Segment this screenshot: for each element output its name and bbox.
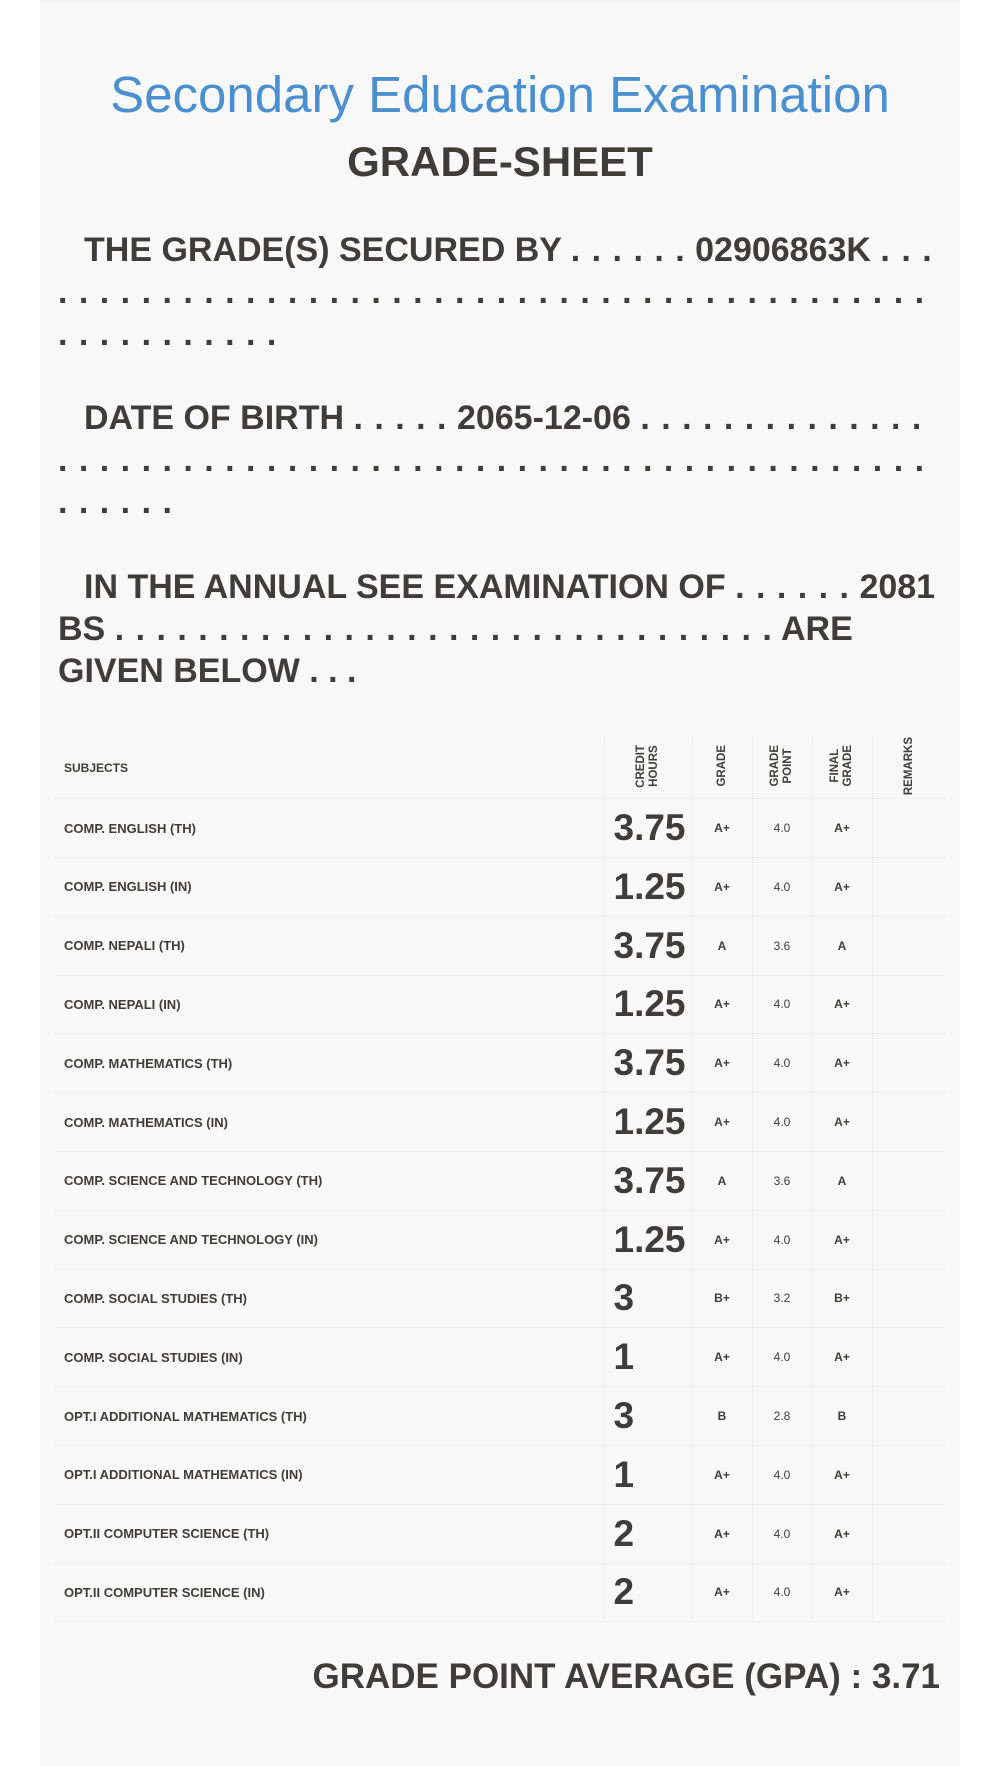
final-grade-cell: A+ [812, 1093, 872, 1152]
gpa-label: GRADE POINT AVERAGE (GPA) : [312, 1657, 863, 1696]
final-grade-cell: A+ [812, 799, 872, 858]
secured-by-statement [58, 229, 942, 355]
header-final-grade [812, 737, 872, 799]
dot-leader: . . . . . . . . . . . . . . . . . . . . . . . . . . . . . . . . . . . . . . . . . . . . . . . . . . . . . . . . [58, 231, 933, 353]
remarks-cell [872, 1210, 946, 1269]
remarks-cell [872, 1034, 946, 1093]
gpa-value: 3.71 [871, 1657, 940, 1696]
grade-point-cell: 3.6 [752, 916, 812, 975]
grade-point-cell: 4.0 [752, 1563, 812, 1622]
subject-cell: COMP. MATHEMATICS (IN) [54, 1093, 604, 1152]
header-remarks-label: REMARKS [902, 737, 915, 796]
date-of-birth-statement [58, 397, 942, 523]
grade-cell: A+ [692, 975, 752, 1034]
table-row [54, 1210, 946, 1269]
remarks-cell [872, 1328, 946, 1387]
header-remarks [872, 737, 946, 799]
grade-point-cell: 4.0 [752, 1504, 812, 1563]
grade-point-cell: 4.0 [752, 1445, 812, 1504]
grade-cell: A+ [692, 1210, 752, 1269]
credit-hours-cell: 1.25 [604, 1093, 692, 1152]
header-grade-point [752, 737, 812, 799]
grade-point-cell: 2.8 [752, 1387, 812, 1446]
credit-hours-cell: 3.75 [604, 916, 692, 975]
grade-cell: A+ [692, 799, 752, 858]
subject-cell: COMP. NEPALI (IN) [54, 975, 604, 1034]
grade-cell: A+ [692, 1445, 752, 1504]
subject-cell: COMP. SCIENCE AND TECHNOLOGY (IN) [54, 1210, 604, 1269]
remarks-cell [872, 1504, 946, 1563]
subject-cell: COMP. MATHEMATICS (TH) [54, 1034, 604, 1093]
dot-leader: . . . . . . . . . . . . . . . . . . . . . . . . . . . . . . . . [114, 610, 773, 648]
final-grade-cell: A+ [812, 1034, 872, 1093]
remarks-cell [872, 799, 946, 858]
exam-statement [58, 566, 942, 692]
remarks-cell [872, 1093, 946, 1152]
grade-cell: A+ [692, 1093, 752, 1152]
exam-title: Secondary Education Examination [110, 66, 890, 123]
remarks-cell [872, 857, 946, 916]
grade-point-cell: 3.2 [752, 1269, 812, 1328]
credit-hours-cell: 3.75 [604, 1034, 692, 1093]
grade-point-cell: 4.0 [752, 1210, 812, 1269]
final-grade-cell: A+ [812, 1328, 872, 1387]
table-row [54, 857, 946, 916]
credit-hours-cell: 3 [604, 1387, 692, 1446]
table-row [54, 1445, 946, 1504]
credit-hours-cell: 3.75 [604, 1151, 692, 1210]
secured-by-label: THE GRADE(S) SECURED BY [84, 231, 562, 269]
grade-cell: A+ [692, 1034, 752, 1093]
subject-cell: OPT.I ADDITIONAL MATHEMATICS (IN) [54, 1445, 604, 1504]
symbol-number: 02906863K [695, 231, 871, 269]
subject-cell: COMP. ENGLISH (TH) [54, 799, 604, 858]
final-grade-cell: B+ [812, 1269, 872, 1328]
table-row [54, 916, 946, 975]
credit-hours-cell: 1.25 [604, 975, 692, 1034]
grade-cell: A [692, 916, 752, 975]
dot-leader: . . . . . . . . . . . . . . . . . . . . . . . . . . . . . . . . . . . . . . . . . . . . . . . . . . . . . . . . . . . . . . [58, 399, 926, 521]
remarks-cell [872, 1445, 946, 1504]
credit-hours-cell: 1.25 [604, 857, 692, 916]
subject-cell: OPT.I ADDITIONAL MATHEMATICS (TH) [54, 1387, 604, 1446]
dot-leader: . . . . . [353, 399, 448, 437]
grade-cell: B [692, 1387, 752, 1446]
grade-cell: A+ [692, 1328, 752, 1387]
table-row [54, 1387, 946, 1446]
table-row [54, 799, 946, 858]
credit-hours-cell: 2 [604, 1563, 692, 1622]
grade-point-cell: 4.0 [752, 799, 812, 858]
grade-cell: A+ [692, 1563, 752, 1622]
final-grade-cell: A+ [812, 1210, 872, 1269]
gpa-summary [312, 1657, 940, 1697]
subject-cell: COMP. SOCIAL STUDIES (TH) [54, 1269, 604, 1328]
final-grade-cell: A [812, 1151, 872, 1210]
grades-table-body [54, 799, 946, 1622]
final-grade-cell: A+ [812, 857, 872, 916]
subject-cell: COMP. SOCIAL STUDIES (IN) [54, 1328, 604, 1387]
sheet-title: GRADE-SHEET [347, 138, 653, 185]
credit-hours-cell: 1 [604, 1328, 692, 1387]
credit-hours-cell: 1.25 [604, 1210, 692, 1269]
header-credit-hours [604, 737, 692, 799]
table-row [54, 1328, 946, 1387]
table-header-row [54, 737, 946, 799]
grade-point-cell: 3.6 [752, 1151, 812, 1210]
subject-cell: COMP. ENGLISH (IN) [54, 857, 604, 916]
remarks-cell [872, 1387, 946, 1446]
dob-label: DATE OF BIRTH [84, 399, 345, 437]
grade-point-cell: 4.0 [752, 1034, 812, 1093]
table-row [54, 1504, 946, 1563]
header-final-grade-label: FINAL GRADE [829, 745, 854, 787]
table-row [54, 1093, 946, 1152]
final-grade-cell: A+ [812, 975, 872, 1034]
dot-leader: . . . . . . [570, 231, 686, 269]
grade-cell: B+ [692, 1269, 752, 1328]
grade-point-cell: 4.0 [752, 1093, 812, 1152]
grade-cell: A+ [692, 1504, 752, 1563]
dob-value: 2065-12-06 [456, 399, 631, 437]
remarks-cell [872, 975, 946, 1034]
table-row [54, 1269, 946, 1328]
grades-table [54, 737, 946, 1622]
final-grade-cell: A+ [812, 1563, 872, 1622]
subject-cell: COMP. NEPALI (TH) [54, 916, 604, 975]
credit-hours-cell: 2 [604, 1504, 692, 1563]
subject-cell: OPT.II COMPUTER SCIENCE (IN) [54, 1563, 604, 1622]
final-grade-cell: A [812, 916, 872, 975]
header-grade [692, 737, 752, 799]
final-grade-cell: B [812, 1387, 872, 1446]
subject-cell: OPT.II COMPUTER SCIENCE (TH) [54, 1504, 604, 1563]
exam-label: IN THE ANNUAL SEE EXAMINATION OF [84, 568, 726, 606]
header-credit-hours-label: CREDIT HOURS [635, 744, 660, 788]
exam-tail: ARE GIVEN BELOW . . . [58, 610, 853, 690]
grade-sheet [40, 0, 960, 1766]
credit-hours-cell: 3.75 [604, 799, 692, 858]
grade-point-cell: 4.0 [752, 975, 812, 1034]
credit-hours-cell: 1 [604, 1445, 692, 1504]
dot-leader: . . . . . . [735, 568, 850, 606]
subject-cell: COMP. SCIENCE AND TECHNOLOGY (TH) [54, 1151, 604, 1210]
header-grade-point-label: GRADE POINT [769, 745, 794, 787]
grade-cell: A+ [692, 857, 752, 916]
table-row [54, 975, 946, 1034]
remarks-cell [872, 1269, 946, 1328]
final-grade-cell: A+ [812, 1445, 872, 1504]
table-row [54, 1563, 946, 1622]
header-grade-label: GRADE [715, 745, 728, 787]
exam-year: 2081 BS [58, 568, 936, 648]
credit-hours-cell: 3 [604, 1269, 692, 1328]
remarks-cell [872, 1151, 946, 1210]
grade-point-cell: 4.0 [752, 857, 812, 916]
table-row [54, 1151, 946, 1210]
grade-cell: A [692, 1151, 752, 1210]
remarks-cell [872, 1563, 946, 1622]
table-row [54, 1034, 946, 1093]
final-grade-cell: A+ [812, 1504, 872, 1563]
remarks-cell [872, 916, 946, 975]
grade-point-cell: 4.0 [752, 1328, 812, 1387]
header-subjects: SUBJECTS [54, 737, 604, 799]
